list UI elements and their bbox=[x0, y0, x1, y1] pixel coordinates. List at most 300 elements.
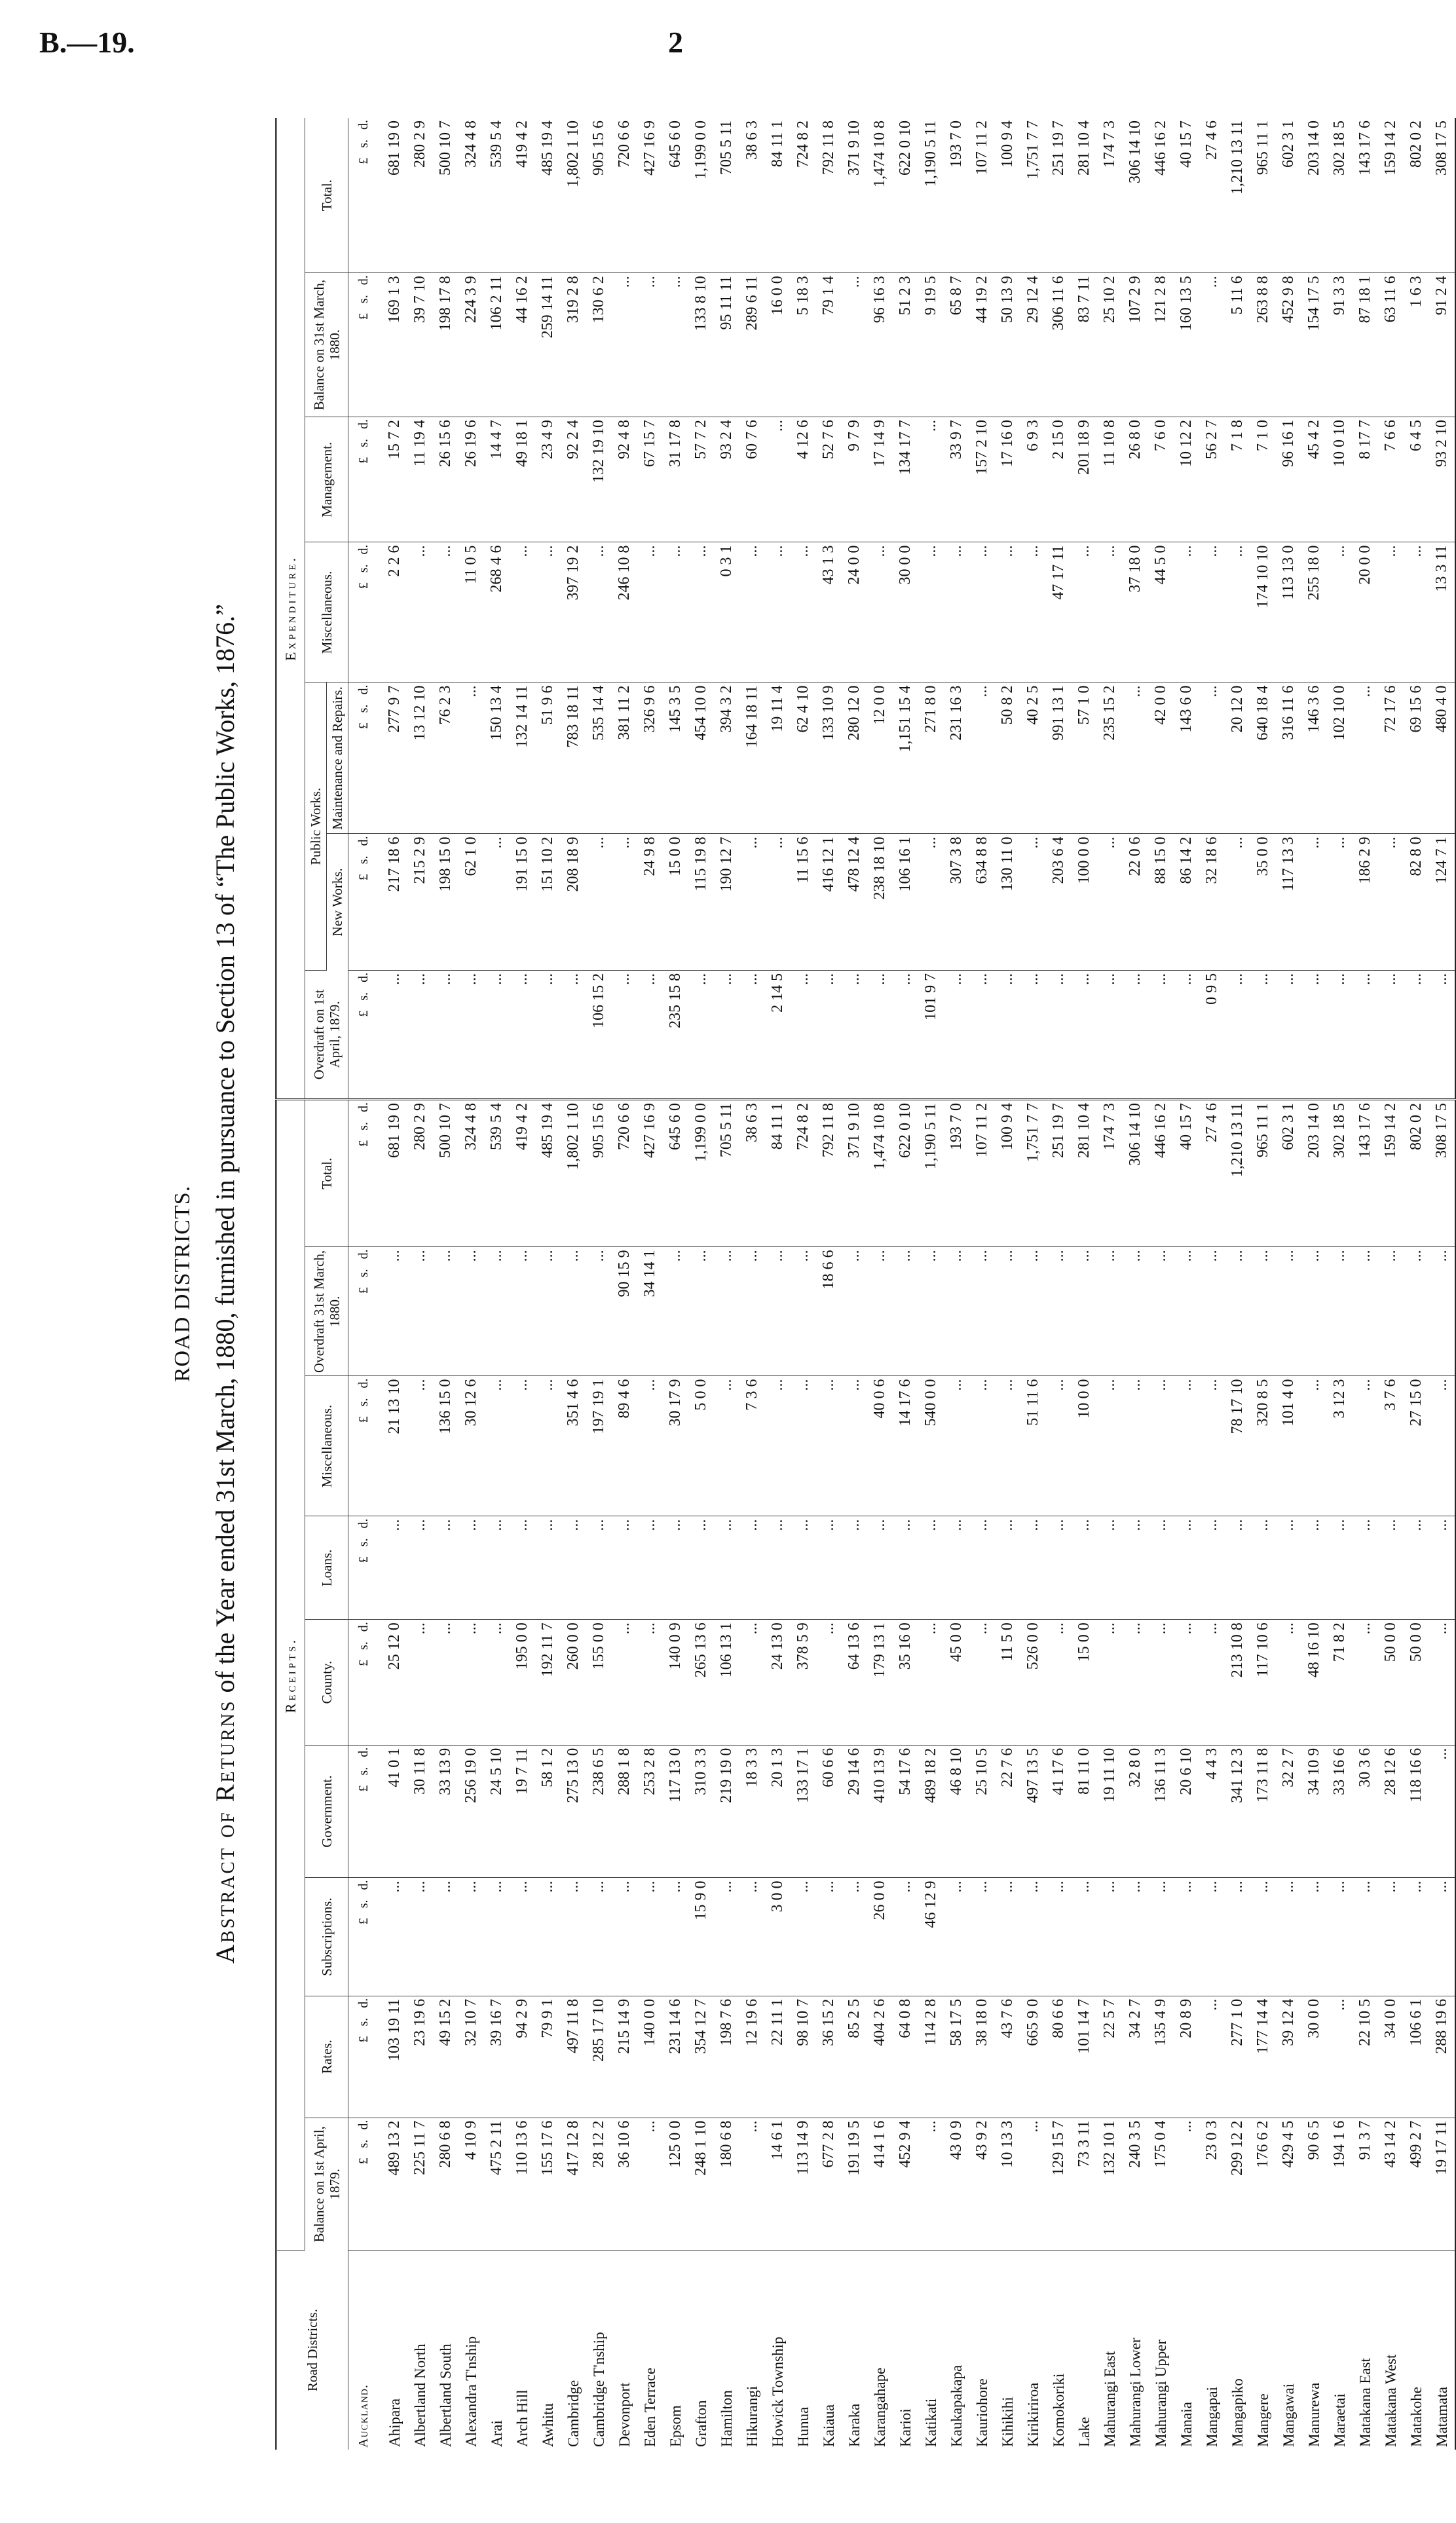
cell-newworks: 62 1 0 bbox=[458, 834, 484, 970]
table-row bbox=[1225, 118, 1250, 2450]
cell-newworks: 307 3 8 bbox=[944, 834, 969, 970]
table-row bbox=[1199, 118, 1225, 2450]
section-title: ROAD DISTRICTS. bbox=[170, 1185, 195, 1383]
cell-od80: ... bbox=[1072, 1247, 1097, 1376]
cell-bal: 240 3 5 bbox=[1123, 2118, 1148, 2251]
cell-mgmt: 92 2 4 bbox=[561, 417, 586, 542]
cell-totx: 280 2 9 bbox=[407, 118, 433, 273]
cell-totx: 84 11 1 bbox=[765, 118, 791, 273]
cell-rates: 64 0 8 bbox=[893, 1996, 918, 2118]
cell-gov: 28 12 6 bbox=[1378, 1745, 1404, 1878]
cell-total: 905 15 6 bbox=[586, 1099, 612, 1246]
cell-miscx: 397 19 2 bbox=[561, 542, 586, 682]
district-name: Karaka bbox=[846, 2403, 863, 2447]
cell-miscx: ... bbox=[433, 542, 458, 682]
cell-totx: 174 7 3 bbox=[1097, 118, 1123, 273]
cell-county: ... bbox=[484, 1620, 510, 1746]
cell-od79: ... bbox=[1429, 970, 1455, 1099]
cell-subs: ... bbox=[791, 1878, 816, 1996]
cell-totx: 203 14 0 bbox=[1301, 118, 1327, 273]
cell-gov: 219 19 0 bbox=[714, 1745, 739, 1878]
district-name: Mangapiko bbox=[1229, 2378, 1246, 2447]
cell-rates: 103 19 11 bbox=[382, 1996, 407, 2118]
cell-rates: 98 10 7 bbox=[791, 1996, 816, 2118]
cell-rates: 85 2 5 bbox=[842, 1996, 867, 2118]
cell-miscx: ... bbox=[1378, 542, 1404, 682]
cell-newworks: ... bbox=[484, 834, 510, 970]
cell-misc: ... bbox=[1097, 1376, 1123, 1516]
cell-bal80: 198 17 8 bbox=[433, 273, 458, 417]
cell-newworks: 208 18 9 bbox=[561, 834, 586, 970]
district-name: Lake bbox=[1075, 2417, 1092, 2447]
cell-bal: 91 3 7 bbox=[1353, 2118, 1378, 2251]
cell-miscx: 30 0 0 bbox=[893, 542, 918, 682]
cell-miscx: ... bbox=[510, 542, 535, 682]
cell-gov: 34 10 9 bbox=[1301, 1745, 1327, 1878]
cell-od79: ... bbox=[791, 970, 816, 1099]
table-row bbox=[382, 118, 407, 2450]
cell-totx: 446 16 2 bbox=[1148, 118, 1174, 273]
units: £ s. d. bbox=[348, 1878, 383, 1996]
cell-bal: 4 10 9 bbox=[458, 2118, 484, 2251]
cell-rates: 114 2 8 bbox=[918, 1996, 944, 2118]
cell-maint: 235 15 2 bbox=[1097, 682, 1123, 834]
cell-miscx: 255 18 0 bbox=[1301, 542, 1327, 682]
cell-od80: ... bbox=[944, 1247, 969, 1376]
cell-maint: 150 13 4 bbox=[484, 682, 510, 834]
cell-loans: ... bbox=[458, 1516, 484, 1620]
cell-subs: ... bbox=[535, 1878, 561, 1996]
cell-bal80: 169 1 3 bbox=[382, 273, 407, 417]
district-name: Arch Hill bbox=[513, 2389, 531, 2447]
cell-totx: 1,190 5 11 bbox=[918, 118, 944, 273]
district-name: Grafton bbox=[692, 2400, 709, 2447]
cell-total: 203 14 0 bbox=[1301, 1099, 1327, 1246]
cell-newworks: 24 9 8 bbox=[637, 834, 663, 970]
cell-bal: 43 9 2 bbox=[969, 2118, 995, 2251]
cell-bal: 417 12 8 bbox=[561, 2118, 586, 2251]
table-row bbox=[433, 118, 458, 2450]
cell-subs: ... bbox=[1276, 1878, 1301, 1996]
cell-county: ... bbox=[1046, 1620, 1072, 1746]
cell-rates: 30 0 0 bbox=[1301, 1996, 1327, 2118]
cell-od80: ... bbox=[893, 1247, 918, 1376]
cell-od79: ... bbox=[1174, 970, 1199, 1099]
cell-loans: ... bbox=[995, 1516, 1020, 1620]
cell-total: 1,199 0 0 bbox=[688, 1099, 714, 1246]
cell-od80: ... bbox=[969, 1247, 995, 1376]
cell-loans: ... bbox=[1174, 1516, 1199, 1620]
cell-od80: ... bbox=[382, 1247, 407, 1376]
cell-loans: ... bbox=[663, 1516, 688, 1620]
cell-od79: ... bbox=[612, 970, 637, 1099]
cell-bal: 429 4 5 bbox=[1276, 2118, 1301, 2251]
cell-bal: 194 1 6 bbox=[1327, 2118, 1353, 2251]
cell-gov: 54 17 6 bbox=[893, 1745, 918, 1878]
table-row bbox=[1020, 118, 1046, 2450]
units: £ s. d. bbox=[348, 682, 383, 834]
cell-total: 306 14 10 bbox=[1123, 1099, 1148, 1246]
cell-subs: 46 12 9 bbox=[918, 1878, 944, 1996]
cell-subs: ... bbox=[484, 1878, 510, 1996]
cell-total: 1,802 1 10 bbox=[561, 1099, 586, 1246]
cell-totx: 1,210 13 11 bbox=[1225, 118, 1250, 273]
cell-misc: ... bbox=[407, 1376, 433, 1516]
district-name: Awhitu bbox=[539, 2403, 556, 2447]
units: £ s. d. bbox=[348, 1376, 383, 1516]
cell-bal: 414 1 6 bbox=[867, 2118, 893, 2251]
cell-totx: 143 17 6 bbox=[1353, 118, 1378, 273]
cell-subs: ... bbox=[1199, 1878, 1225, 1996]
cell-bal: ... bbox=[637, 2118, 663, 2251]
cell-maint: 143 6 0 bbox=[1174, 682, 1199, 834]
cell-county: 195 0 0 bbox=[510, 1620, 535, 1746]
table-row bbox=[510, 118, 535, 2450]
cell-newworks: ... bbox=[1225, 834, 1250, 970]
cell-county: 260 0 0 bbox=[561, 1620, 586, 1746]
cell-loans: ... bbox=[561, 1516, 586, 1620]
table-row bbox=[1097, 118, 1123, 2450]
cell-loans: ... bbox=[382, 1516, 407, 1620]
cell-mgmt: 96 16 1 bbox=[1276, 417, 1301, 542]
cell-bal80: 95 11 11 bbox=[714, 273, 739, 417]
cell-newworks: 416 12 1 bbox=[816, 834, 842, 970]
cell-rates: 12 19 6 bbox=[739, 1996, 765, 2118]
cell-gov: 20 6 10 bbox=[1174, 1745, 1199, 1878]
cell-mgmt: 7 6 0 bbox=[1148, 417, 1174, 542]
cell-totx: 720 6 6 bbox=[612, 118, 637, 273]
cell-loans: ... bbox=[1327, 1516, 1353, 1620]
cell-gov: 81 11 0 bbox=[1072, 1745, 1097, 1878]
cell-county: ... bbox=[1148, 1620, 1174, 1746]
district-name: Mahurangi Upper bbox=[1152, 2339, 1169, 2447]
cell-total: 38 6 3 bbox=[739, 1099, 765, 1246]
cell-bal: 28 12 2 bbox=[586, 2118, 612, 2251]
cell-maint: 480 4 0 bbox=[1429, 682, 1455, 834]
cell-county: 50 0 0 bbox=[1404, 1620, 1429, 1746]
cell-gov: 19 11 10 bbox=[1097, 1745, 1123, 1878]
cell-od79: ... bbox=[995, 970, 1020, 1099]
cell-bal: 90 6 5 bbox=[1301, 2118, 1327, 2251]
cell-misc: ... bbox=[484, 1376, 510, 1516]
cell-gov: 20 1 3 bbox=[765, 1745, 791, 1878]
cell-newworks: 15 0 0 bbox=[663, 834, 688, 970]
cell-mgmt: 7 1 8 bbox=[1225, 417, 1250, 542]
cell-mgmt: ... bbox=[765, 417, 791, 542]
cell-gov: 410 13 9 bbox=[867, 1745, 893, 1878]
cell-mgmt: 93 2 4 bbox=[714, 417, 739, 542]
cell-miscx: ... bbox=[1174, 542, 1199, 682]
cell-county: 11 5 0 bbox=[995, 1620, 1020, 1746]
cell-total: 324 4 8 bbox=[458, 1099, 484, 1246]
cell-od80: ... bbox=[1199, 1247, 1225, 1376]
cell-misc: 101 4 0 bbox=[1276, 1376, 1301, 1516]
cell-maint: 102 10 0 bbox=[1327, 682, 1353, 834]
cell-loans: ... bbox=[1353, 1516, 1378, 1620]
cell-county: 265 13 6 bbox=[688, 1620, 714, 1746]
cell-loans: ... bbox=[407, 1516, 433, 1620]
cell-totx: 1,474 10 8 bbox=[867, 118, 893, 273]
cell-newworks: 151 10 2 bbox=[535, 834, 561, 970]
cell-newworks: ... bbox=[1327, 834, 1353, 970]
district-name: Mangawai bbox=[1280, 2383, 1297, 2447]
cell-gov: 25 10 5 bbox=[969, 1745, 995, 1878]
cell-miscx: ... bbox=[407, 542, 433, 682]
cell-maint: 133 10 9 bbox=[816, 682, 842, 834]
cell-total: 427 16 9 bbox=[637, 1099, 663, 1246]
cell-misc: 78 17 10 bbox=[1225, 1376, 1250, 1516]
district-name: Matamata bbox=[1433, 2387, 1450, 2447]
cell-misc: ... bbox=[791, 1376, 816, 1516]
cell-gov: 136 11 3 bbox=[1148, 1745, 1174, 1878]
cell-bal80: 16 0 0 bbox=[765, 273, 791, 417]
cell-rates: 34 2 7 bbox=[1123, 1996, 1148, 2118]
cell-county: ... bbox=[918, 1620, 944, 1746]
cell-gov: 238 6 5 bbox=[586, 1745, 612, 1878]
cell-totx: 802 0 2 bbox=[1404, 118, 1429, 273]
cell-miscx: ... bbox=[637, 542, 663, 682]
cell-misc: ... bbox=[765, 1376, 791, 1516]
cell-mgmt: 201 18 9 bbox=[1072, 417, 1097, 542]
units: £ s. d. bbox=[348, 118, 383, 273]
cell-maint: 12 0 0 bbox=[867, 682, 893, 834]
cell-mgmt: 6 9 3 bbox=[1020, 417, 1046, 542]
cell-maint: 69 15 6 bbox=[1404, 682, 1429, 834]
cell-maint: ... bbox=[969, 682, 995, 834]
table-row bbox=[1123, 118, 1148, 2450]
cell-od80: ... bbox=[918, 1247, 944, 1376]
cell-county: 64 13 6 bbox=[842, 1620, 867, 1746]
cell-mgmt: 10 12 2 bbox=[1174, 417, 1199, 542]
cell-county: ... bbox=[637, 1620, 663, 1746]
cell-miscx: ... bbox=[969, 542, 995, 682]
cell-bal80: 29 12 4 bbox=[1020, 273, 1046, 417]
table-row bbox=[867, 118, 893, 2450]
cell-total: 681 19 0 bbox=[382, 1099, 407, 1246]
cell-od80: ... bbox=[1250, 1247, 1276, 1376]
cell-mgmt: 49 18 1 bbox=[510, 417, 535, 542]
district-name: Eden Terrace bbox=[641, 2367, 658, 2447]
cell-total: 193 7 0 bbox=[944, 1099, 969, 1246]
cell-gov: 288 1 8 bbox=[612, 1745, 637, 1878]
cell-newworks: 82 8 0 bbox=[1404, 834, 1429, 970]
cell-newworks: ... bbox=[1378, 834, 1404, 970]
cell-miscx: 0 3 1 bbox=[714, 542, 739, 682]
cell-gov: 118 16 6 bbox=[1404, 1745, 1429, 1878]
cell-mgmt: 14 4 7 bbox=[484, 417, 510, 542]
cell-loans: ... bbox=[867, 1516, 893, 1620]
cell-total: 159 14 2 bbox=[1378, 1099, 1404, 1246]
cell-county: 71 8 2 bbox=[1327, 1620, 1353, 1746]
units: £ s. d. bbox=[348, 1745, 383, 1878]
cell-bal: 36 10 6 bbox=[612, 2118, 637, 2251]
cell-maint: ... bbox=[1353, 682, 1378, 834]
main-title bbox=[210, 118, 240, 2450]
cell-mgmt: 57 7 2 bbox=[688, 417, 714, 542]
cell-rates: 198 7 6 bbox=[714, 1996, 739, 2118]
cell-od80: 18 6 6 bbox=[816, 1247, 842, 1376]
cell-subs: ... bbox=[612, 1878, 637, 1996]
cell-loans: ... bbox=[612, 1516, 637, 1620]
cell-maint: 145 3 5 bbox=[663, 682, 688, 834]
col-balance: Balance on 1st April, 1879. bbox=[305, 2118, 348, 2251]
cell-county: 140 0 9 bbox=[663, 1620, 688, 1746]
cell-rates: 404 2 6 bbox=[867, 1996, 893, 2118]
cell-mgmt: 93 2 10 bbox=[1429, 417, 1455, 542]
cell-total: 645 6 0 bbox=[663, 1099, 688, 1246]
cell-od80: ... bbox=[1148, 1247, 1174, 1376]
cell-od80: ... bbox=[1046, 1247, 1072, 1376]
group-public-works: Public Works. bbox=[305, 682, 327, 970]
cell-mgmt: 7 1 0 bbox=[1250, 417, 1276, 542]
cell-bal: 43 14 2 bbox=[1378, 2118, 1404, 2251]
cell-newworks: 100 0 0 bbox=[1072, 834, 1097, 970]
cell-od79: ... bbox=[458, 970, 484, 1099]
cell-misc: 30 17 9 bbox=[663, 1376, 688, 1516]
col-total: Total. bbox=[305, 1099, 348, 1246]
cell-gov: 60 6 6 bbox=[816, 1745, 842, 1878]
cell-bal80: 44 19 2 bbox=[969, 273, 995, 417]
cell-od80: ... bbox=[535, 1247, 561, 1376]
cell-loans: ... bbox=[1301, 1516, 1327, 1620]
cell-od79: ... bbox=[1148, 970, 1174, 1099]
district-name: Albertland North bbox=[411, 2344, 428, 2447]
cell-subs: ... bbox=[995, 1878, 1020, 1996]
units: £ s. d. bbox=[348, 1247, 383, 1376]
cell-od79: ... bbox=[688, 970, 714, 1099]
cell-loans: ... bbox=[1199, 1516, 1225, 1620]
cell-bal80: 63 11 6 bbox=[1378, 273, 1404, 417]
cell-bal80: 107 2 9 bbox=[1123, 273, 1148, 417]
cell-totx: 193 7 0 bbox=[944, 118, 969, 273]
road-districts-table bbox=[275, 118, 1456, 2450]
col-overdraft-1879: Overdraft on 1st April, 1879. bbox=[305, 970, 348, 1099]
cell-county: 35 16 0 bbox=[893, 1620, 918, 1746]
cell-od80: ... bbox=[1276, 1247, 1301, 1376]
table-row bbox=[586, 118, 612, 2450]
cell-subs: ... bbox=[586, 1878, 612, 1996]
cell-subs: 3 0 0 bbox=[765, 1878, 791, 1996]
table-row bbox=[893, 118, 918, 2450]
cell-misc: 320 8 5 bbox=[1250, 1376, 1276, 1516]
cell-bal80: ... bbox=[612, 273, 637, 417]
cell-totx: 485 19 4 bbox=[535, 118, 561, 273]
cell-misc: 7 3 6 bbox=[739, 1376, 765, 1516]
cell-mgmt: 26 15 6 bbox=[433, 417, 458, 542]
cell-subs: ... bbox=[944, 1878, 969, 1996]
cell-gov: 32 2 7 bbox=[1276, 1745, 1301, 1878]
cell-subs: ... bbox=[893, 1878, 918, 1996]
cell-county: 213 10 8 bbox=[1225, 1620, 1250, 1746]
cell-subs: ... bbox=[1250, 1878, 1276, 1996]
district-name: Mangere bbox=[1254, 2393, 1271, 2447]
cell-county: ... bbox=[969, 1620, 995, 1746]
district-name: Matakana West bbox=[1382, 2354, 1399, 2447]
cell-gov: 41 17 6 bbox=[1046, 1745, 1072, 1878]
col-county: County. bbox=[305, 1620, 348, 1746]
cell-rates: 665 9 0 bbox=[1020, 1996, 1046, 2118]
cell-rates: 36 15 2 bbox=[816, 1996, 842, 2118]
cell-subs: ... bbox=[510, 1878, 535, 1996]
cell-od79: ... bbox=[1225, 970, 1250, 1099]
table-row bbox=[1404, 118, 1429, 2450]
cell-misc: ... bbox=[1199, 1376, 1225, 1516]
cell-bal80: 87 18 1 bbox=[1353, 273, 1378, 417]
table-row bbox=[1327, 118, 1353, 2450]
cell-newworks: ... bbox=[1097, 834, 1123, 970]
cell-subs: ... bbox=[1020, 1878, 1046, 1996]
cell-loans: ... bbox=[637, 1516, 663, 1620]
cell-bal80: 121 2 8 bbox=[1148, 273, 1174, 417]
cell-county: ... bbox=[816, 1620, 842, 1746]
cell-maint: 1,151 15 4 bbox=[893, 682, 918, 834]
cell-miscx: ... bbox=[739, 542, 765, 682]
cell-newworks: 115 19 8 bbox=[688, 834, 714, 970]
cell-loans: ... bbox=[433, 1516, 458, 1620]
cell-bal80: ... bbox=[663, 273, 688, 417]
cell-miscx: ... bbox=[765, 542, 791, 682]
cell-maint: 51 9 6 bbox=[535, 682, 561, 834]
cell-maint: 146 3 6 bbox=[1301, 682, 1327, 834]
cell-mgmt: 26 19 6 bbox=[458, 417, 484, 542]
cell-subs: ... bbox=[663, 1878, 688, 1996]
table-row bbox=[714, 118, 739, 2450]
cell-newworks: ... bbox=[765, 834, 791, 970]
cell-total: 602 3 1 bbox=[1276, 1099, 1301, 1246]
cell-subs: ... bbox=[637, 1878, 663, 1996]
district-name: Kaiaua bbox=[820, 2404, 837, 2447]
table-row bbox=[1276, 118, 1301, 2450]
cell-od80: ... bbox=[688, 1247, 714, 1376]
cell-rates: ... bbox=[1327, 1996, 1353, 2118]
cell-totx: 27 4 6 bbox=[1199, 118, 1225, 273]
district-name: Cambridge bbox=[565, 2380, 582, 2447]
district-name: Matakohe bbox=[1408, 2387, 1425, 2447]
cell-mgmt: 4 12 6 bbox=[791, 417, 816, 542]
cell-gov: 33 16 6 bbox=[1327, 1745, 1353, 1878]
cell-gov: 275 13 0 bbox=[561, 1745, 586, 1878]
cell-subs: ... bbox=[739, 1878, 765, 1996]
cell-maint: ... bbox=[1123, 682, 1148, 834]
cell-county: ... bbox=[1174, 1620, 1199, 1746]
page-reference: B.—19. bbox=[39, 26, 135, 59]
cell-totx: 1,199 0 0 bbox=[688, 118, 714, 273]
cell-bal80: 51 2 3 bbox=[893, 273, 918, 417]
cell-misc: 3 12 3 bbox=[1327, 1376, 1353, 1516]
cell-subs: ... bbox=[561, 1878, 586, 1996]
units: £ s. d. bbox=[348, 273, 383, 417]
cell-maint: 394 3 2 bbox=[714, 682, 739, 834]
col-management: Management. bbox=[305, 417, 348, 542]
cell-misc: ... bbox=[1353, 1376, 1378, 1516]
cell-misc: ... bbox=[1046, 1376, 1072, 1516]
cell-county: ... bbox=[433, 1620, 458, 1746]
cell-maint: 19 11 4 bbox=[765, 682, 791, 834]
cell-mgmt: 26 8 0 bbox=[1123, 417, 1148, 542]
units: £ s. d. bbox=[348, 1099, 383, 1246]
cell-total: 280 2 9 bbox=[407, 1099, 433, 1246]
cell-rates: ... bbox=[1199, 1996, 1225, 2118]
cell-bal: 132 10 1 bbox=[1097, 2118, 1123, 2251]
cell-od80: ... bbox=[739, 1247, 765, 1376]
cell-gov: 33 13 9 bbox=[433, 1745, 458, 1878]
cell-bal: 23 0 3 bbox=[1199, 2118, 1225, 2251]
cell-od80: ... bbox=[995, 1247, 1020, 1376]
cell-total: 40 15 7 bbox=[1174, 1099, 1199, 1246]
cell-bal80: 83 7 11 bbox=[1072, 273, 1097, 417]
cell-rates: 38 18 0 bbox=[969, 1996, 995, 2118]
table-row bbox=[1301, 118, 1327, 2450]
